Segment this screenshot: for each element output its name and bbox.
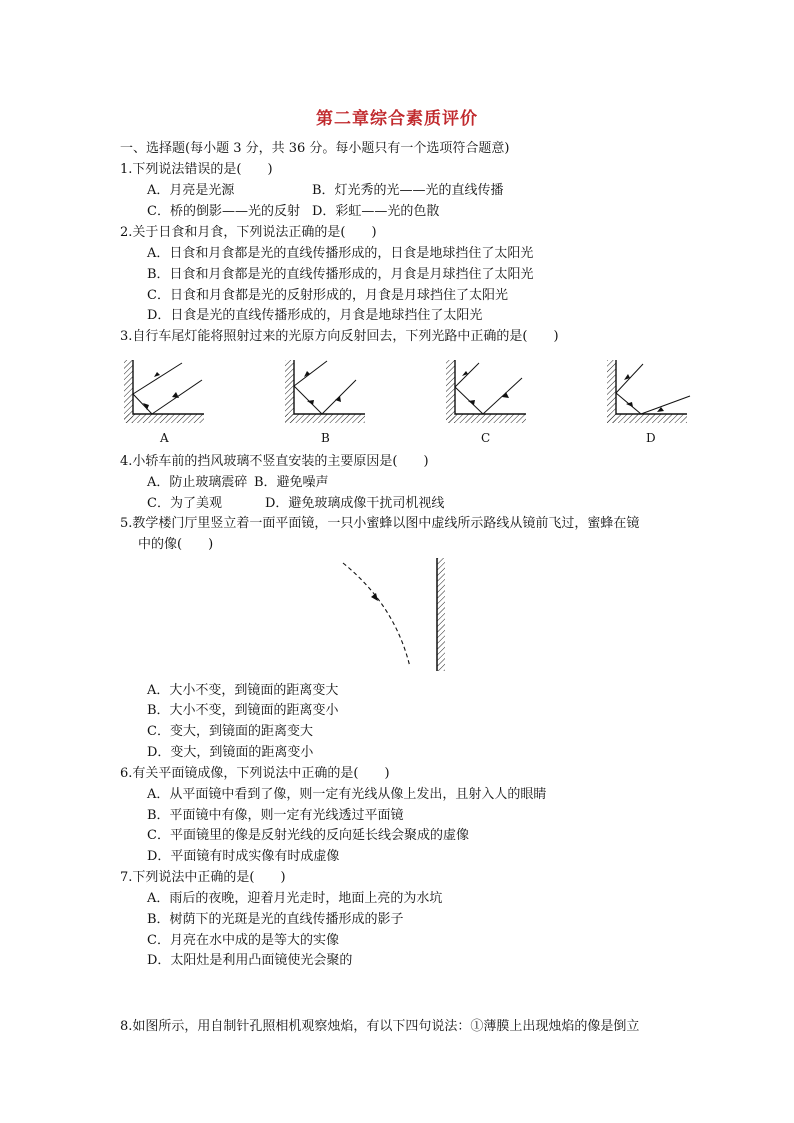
question-2-option-b: B．日食和月食都是光的直线传播形成的，月食是月球挡住了太阳光 [147,267,534,282]
question-5-option-a: A．大小不变，到镜面的距离变大 [147,683,339,698]
question-7-option-b: B．树荫下的光斑是光的直线传播形成的影子 [147,912,404,927]
question-6-option-b: B．平面镜中有像，则一定有光线透过平面镜 [147,808,404,823]
question-2-option-c: C．日食和月食都是光的反射形成的，月食是月球挡住了太阳光 [147,288,508,303]
figure-b-diagram [285,360,365,423]
figure-label-d: D [646,431,656,445]
question-5-stem-continued: 中的像( ) [138,537,214,552]
figure-d-diagram [607,360,690,423]
question-7-stem: 7.下列说法中正确的是( ) [120,870,286,885]
question-4-option-c: C．为了美观 [147,496,222,511]
question-1-option-c: C．桥的倒影——光的反射 [147,204,300,219]
question-7-option-d: D．太阳灶是利用凸面镜使光会聚的 [147,953,353,968]
question-4-option-b: B．避免噪声 [254,475,329,490]
question-1-option-d: D．彩虹——光的色散 [312,204,440,219]
question-5-stem: 5.教学楼门厅里竖立着一面平面镜，一只小蜜蜂以图中虚线所示路线从镜前飞过，蜜蜂在镜 [120,516,640,531]
question-6-option-d: D．平面镜有时成实像有时成虚像 [147,849,340,864]
figure-label-c: C [481,431,491,445]
question-5-option-c: C．变大，到镜面的距离变大 [147,724,313,739]
section-heading: 一、选择题(每小题 3 分，共 36 分。每小题只有一个选项符合题意) [120,141,510,156]
question-5-option-b: B．大小不变，到镜面的距离变小 [147,703,339,718]
figure-label-b: B [321,431,330,445]
question-2-option-a: A．日食和月食都是光的直线传播形成的，日食是地球挡住了太阳光 [147,246,534,261]
question-7-option-c: C．月亮在水中成的是等大的实像 [147,933,339,948]
question-3-stem: 3.自行车尾灯能将照射过来的光原方向反射回去，下列光路中正确的是( ) [120,329,559,344]
question-5-option-d: D．变大，到镜面的距离变小 [147,745,314,760]
question-2-option-d: D．日食是光的直线传播形成的，月食是地球挡住了太阳光 [147,308,483,323]
question-8-stem: 8.如图所示，用自制针孔照相机观察烛焰，有以下四句说法：①薄膜上出现烛焰的像是倒立 [120,1019,640,1034]
figure-label-a: A [160,431,169,445]
figure-c-diagram [446,360,526,423]
question-1-option-a: A．月亮是光源 [147,183,235,198]
page-title: 第二章综合素质评价 [316,109,478,129]
question-1-stem: 1.下列说法错误的是( ) [120,162,273,177]
question-7-option-a: A．雨后的夜晚，迎着月光走时，地面上亮的为水坑 [147,891,443,906]
question-6-option-a: A．从平面镜中看到了像，则一定有光线从像上发出，且射入人的眼睛 [147,787,547,802]
question-2-stem: 2.关于日食和月食，下列说法正确的是( ) [120,225,377,240]
figure-a-diagram [124,360,204,423]
question-6-stem: 6.有关平面镜成像，下列说法中正确的是( ) [120,766,390,781]
question-4-stem: 4.小轿车前的挡风玻璃不竖直安装的主要原因是( ) [120,454,429,469]
question-6-option-c: C．平面镜里的像是反射光线的反向延长线会聚成的虚像 [147,828,469,843]
question-5-figure [343,558,445,671]
question-4-option-a: A．防止玻璃震碎 [147,475,248,490]
question-1-option-b: B．灯光秀的光——光的直线传播 [312,183,504,198]
question-4-option-d: D．避免玻璃成像干扰司机视线 [265,496,445,511]
